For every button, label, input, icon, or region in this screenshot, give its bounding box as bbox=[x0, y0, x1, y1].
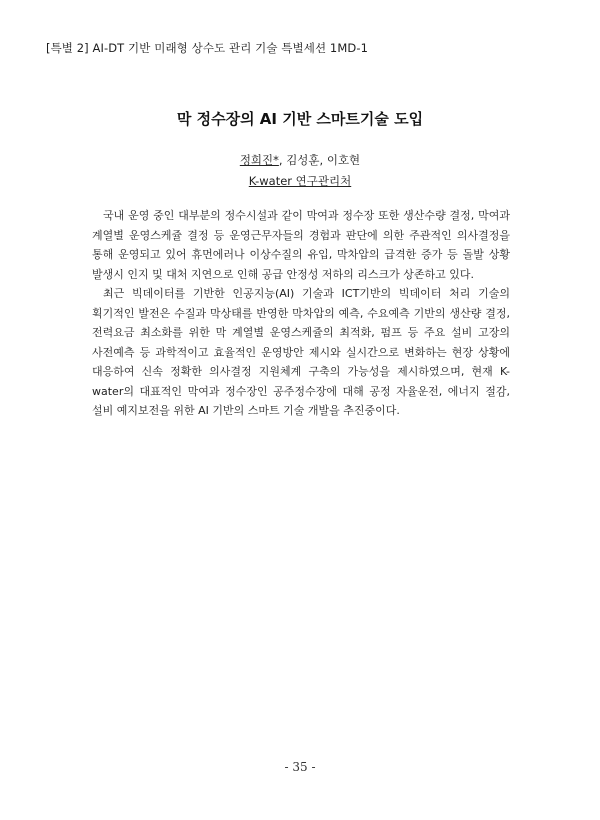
abstract-paragraph: 최근 빅데이터를 기반한 인공지능(AI) 기술과 ICT기반의 빅데이터 처리 기술의 획기적인 발전은 수질과 막상태를 반영한 막차압의 예측, 수요예측 기반의 생산량 결정, 전력요금 최소화를 위한 막 계열별 운영스케쥴의 최적화, 펌프 등 주요 설비 고장의 사전예측 등 과학적이고 효율적인 운영방안 제시와 실시간으로 변화하는 현장 상황에 대응하여 신속 정확한 의사결정 지원체계 구축의 가능성을 제시하였으며, 현재 K-water의 대표적인 막여과 정수장인 공주정수장에 대해 공정 자율운전, 에너지 절감, 설비 예지보전을 위한 AI 기반의 스마트 기술 개발을 추진중이다. bbox=[92, 287, 510, 417]
page-number: - 35 - bbox=[284, 760, 316, 774]
affiliation-text: K-water 연구관리처 bbox=[248, 174, 352, 188]
author-affiliation bbox=[0, 173, 600, 189]
paper-title: 막 정수장의 AI 기반 스마트기술 도입 bbox=[176, 110, 424, 128]
author-line bbox=[0, 152, 600, 168]
abstract-paragraph: 국내 운영 중인 대부분의 정수시설과 같이 막여과 정수장 또한 생산수량 결정, 막여과 계열별 운영스케쥴 결정 등 운영근무자들의 경험과 판단에 의한 주관적인 의사결정을 통해 운영되고 있어 휴먼에러나 이상수질의 유입, 막차압의 급격한 증가 등 돌발 상황 발생시 인지 및 대처 지연으로 인해 공급 안정성 저하의 리스크가 상존하고 있다. bbox=[92, 209, 510, 281]
session-header: [특별 2] AI-DT 기반 미래형 상수도 관리 기술 특별세션 1MD-1 bbox=[46, 41, 368, 55]
presenting-author: 정희진* bbox=[239, 153, 279, 167]
abstract-body bbox=[92, 206, 510, 421]
co-authors: , 김성훈, 이호현 bbox=[278, 153, 361, 167]
